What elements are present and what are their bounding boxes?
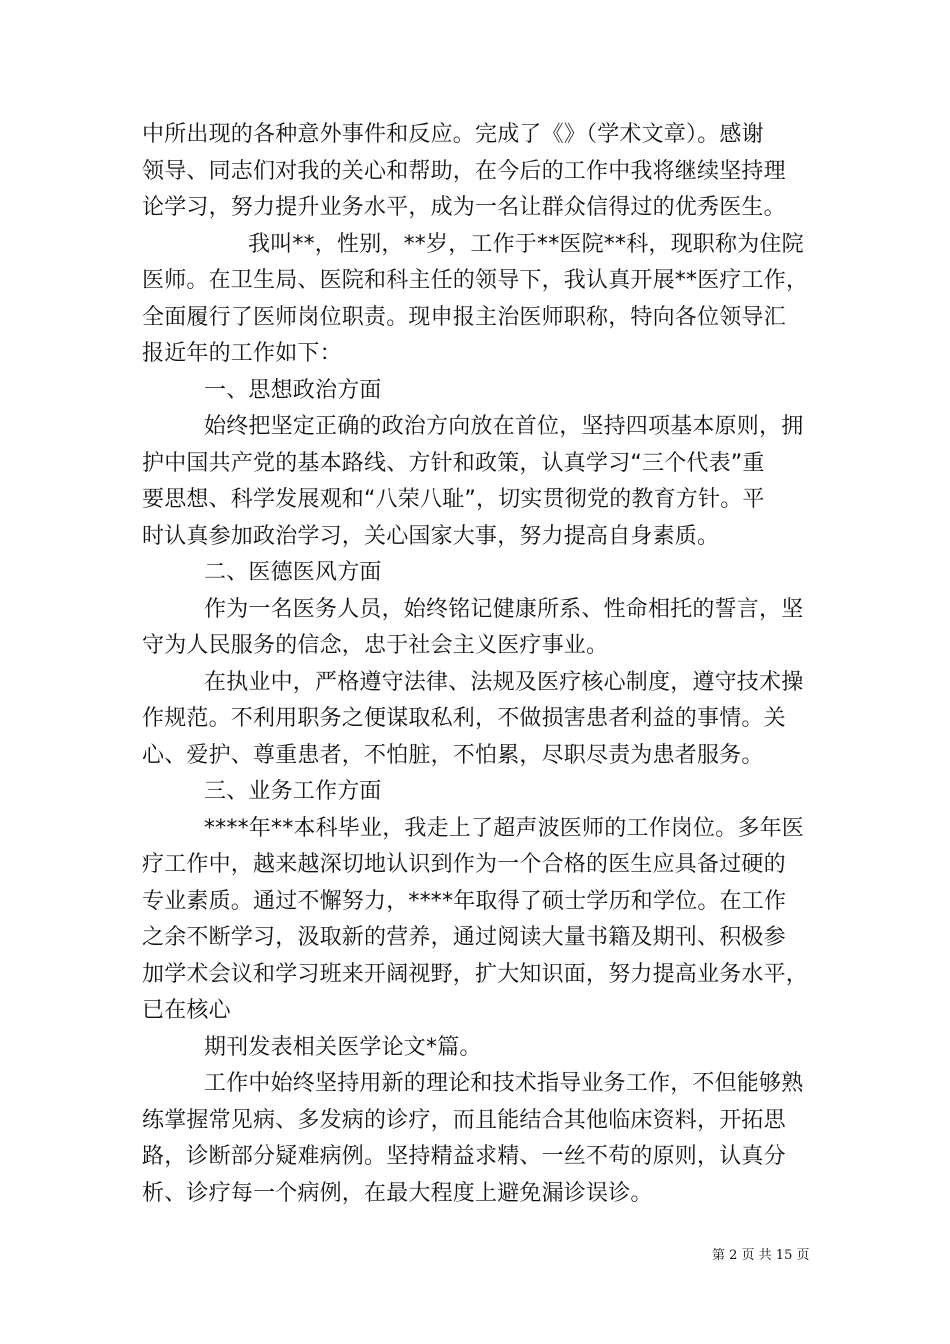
section-heading: 三、业务工作方面 <box>204 779 382 804</box>
text-line: 疗工作中，越来越深切地认识到作为一个合格的医生应具备过硬的 <box>142 852 786 877</box>
text-line: 我叫**，性别，**岁，工作于**医院**科，现职称为住院 <box>248 231 804 257</box>
text-line: 之余不断学习，汲取新的营养，通过阅读大量书籍及期刊、积极参 <box>142 925 786 950</box>
text-line: 路，诊断部分疑难病例。坚持精益求精、一丝不苟的原则，认真分 <box>142 1144 786 1169</box>
text-line: 工作中始终坚持用新的理论和技术指导业务工作，不但能够熟 <box>204 1071 804 1096</box>
text-line: 要思想、科学发展观和“八荣八耻”，切实贯彻党的教育方针。平 <box>142 487 765 512</box>
text-line: 全面履行了医师岗位职责。现申报主治医师职称，特向各位领导汇 <box>142 304 786 330</box>
section-heading: 二、医德医风方面 <box>204 560 382 585</box>
text-line: 心、爱护、尊重患者，不怕脏，不怕累，尽职尽责为患者服务。 <box>142 742 764 768</box>
text-line: 析、诊疗每一个病例，在最大程度上避免漏诊误诊。 <box>142 1180 653 1206</box>
document-body <box>142 117 822 1212</box>
text-line: 始终把坚定正确的政治方向放在首位，坚持四项基本原则，拥 <box>204 414 804 439</box>
text-line: 作规范。不利用职务之便谋取私利，不做损害患者利益的事情。关 <box>142 706 786 731</box>
text-line: 加学术会议和学习班来开阔视野，扩大知识面，努力提高业务水平， <box>142 961 809 987</box>
page-number-footer: 第 2 页 共 15 页 <box>712 1248 810 1263</box>
text-line: 已在核心 <box>142 998 231 1023</box>
text-line: ****年**本科毕业，我走上了超声波医师的工作岗位。多年医 <box>204 815 805 841</box>
text-line: 医师。在卫生局、医院和科主任的领导下，我认真开展**医疗工作， <box>142 268 809 293</box>
text-line: 护中国共产党的基本路线、方针和政策，认真学习“三个代表”重 <box>142 450 765 476</box>
text-line: 中所出现的各种意外事件和反应。完成了《》（学术文章）。感谢 <box>142 122 764 147</box>
text-line: 练掌握常见病、多发病的诊疗，而且能结合其他临床资料，开拓思 <box>142 1107 786 1133</box>
text-line: 论学习，努力提升业务水平，成为一名让群众信得过的优秀医生。 <box>142 195 786 220</box>
text-line: 领导、同志们对我的关心和帮助，在今后的工作中我将继续坚持理 <box>142 158 786 184</box>
text-line: 报近年的工作如下： <box>142 341 342 366</box>
text-line: 时认真参加政治学习，关心国家大事，努力提高自身素质。 <box>142 523 720 549</box>
text-line: 专业素质。通过不懈努力，****年取得了硕士学历和学位。在工作 <box>142 888 787 914</box>
text-line: 期刊发表相关医学论文*篇。 <box>204 1034 482 1060</box>
text-line: 守为人民服务的信念，忠于社会主义医疗事业。 <box>142 633 609 658</box>
text-line: 在执业中，严格遵守法律、法规及医疗核心制度，遵守技术操 <box>204 669 804 695</box>
section-heading: 一、思想政治方面 <box>204 377 382 403</box>
text-line: 作为一名医务人员，始终铭记健康所系、性命相托的誓言，坚 <box>204 596 804 622</box>
